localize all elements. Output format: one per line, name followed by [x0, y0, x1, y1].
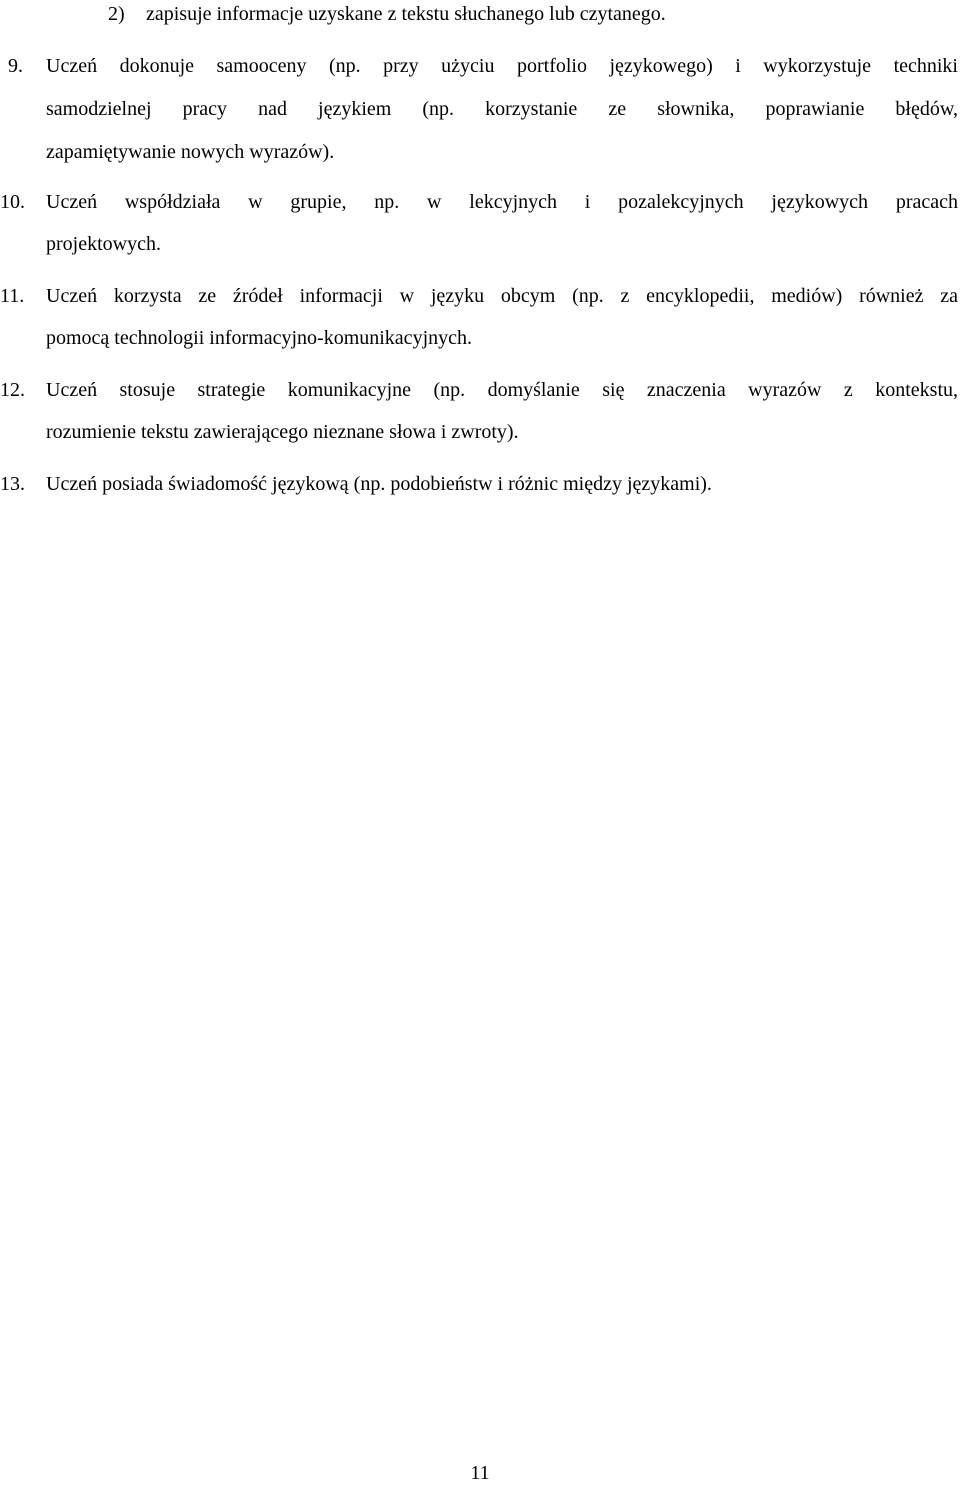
- page-number: 11: [470, 1462, 490, 1484]
- item-number: 11.: [0, 285, 25, 307]
- item-number: 9.: [8, 55, 23, 77]
- item-text-line: Uczeń posiada świadomość językową (np. podobieństw i różnic między językami).: [46, 473, 712, 495]
- item-text-line: Uczeń dokonuje samooceny (np. przy użyciu portfolio językowego) i wykorzystuje techniki: [46, 55, 958, 77]
- item-text-line: rozumienie tekstu zawierającego nieznane słowa i zwroty).: [46, 421, 519, 443]
- item-text-line: samodzielnej pracy nad językiem (np. korzystanie ze słownika, poprawianie błędów,: [46, 98, 958, 120]
- sub-item-text: zapisuje informacje uzyskane z tekstu słuchanego lub czytanego.: [146, 3, 666, 25]
- item-text-line: projektowych.: [46, 233, 161, 255]
- item-text-line: zapamiętywanie nowych wyrazów).: [46, 141, 335, 163]
- item-number: 13.: [0, 473, 25, 495]
- item-number: 12.: [0, 379, 25, 401]
- item-number: 10.: [0, 191, 25, 213]
- item-text-line: Uczeń współdziała w grupie, np. w lekcyjnych i pozalekcyjnych językowych pracach: [46, 191, 958, 213]
- item-text-line: Uczeń korzysta ze źródeł informacji w języku obcym (np. z encyklopedii, mediów) również za: [46, 285, 958, 307]
- sub-list-item: [0, 2, 960, 26]
- item-text-line: Uczeń stosuje strategie komunikacyjne (np. domyślanie się znaczenia wyrazów z kontekstu,: [46, 379, 958, 401]
- item-text-line: pomocą technologii informacyjno-komunikacyjnych.: [46, 327, 472, 349]
- sub-item-number: 2): [108, 3, 125, 25]
